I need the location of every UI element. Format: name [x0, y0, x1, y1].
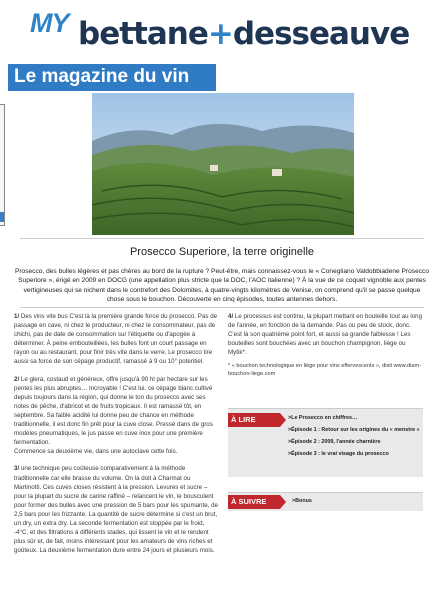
- logo-wordmark: [78, 16, 409, 52]
- a-lire-box: [228, 408, 423, 477]
- magazine-banner[interactable]: [8, 64, 216, 91]
- divider: [20, 307, 424, 308]
- a-suivre-label: À SUIVRE: [231, 497, 267, 506]
- arrow-right-icon: [280, 413, 286, 427]
- article-column-right: [228, 312, 423, 384]
- paragraph-text: Le processus est continu, la plupart mettant en bouteille tout au long de l'année, en fonction de la demande. Pas ou peu de stock, donc. C'est là son quatrième point fort, et aussi sa grande faiblesse ! Les bouteilles sont bouchées avec un bouchon champignon, liège ou Mytik*.: [228, 313, 423, 357]
- logo-my: MY: [30, 8, 69, 38]
- paragraph-2: [14, 375, 219, 457]
- paragraph-number: 1/: [14, 313, 20, 320]
- article-intro: Prosecco, des bulles légères et pas chères au bord de la rupture ? Peut-être, mais connaissez-vous le « Conegliano Valdobbiadene Prosecco Superiore », érigé en 2009 en DOCG (une appellation plus stricte que la DOC, l'AOC italienne) ? À la vue de ce coquet vignoble aux pentes vertigineuses qui se nichent dans le contrefort des Dolomites, à quatre-vingts kilomètres de Venise, on comprend qu'il se passe quelque chose sous le bouchon. Découverte en cinq épisodes, toutes antennes dehors.: [14, 268, 430, 304]
- logo-part2: desseauve: [232, 16, 410, 52]
- article-column-left: [14, 312, 219, 563]
- a-lire-link-3[interactable]: >Épisode 2 : 2009, l'année charnière: [288, 439, 381, 445]
- logo-part1: bettane: [78, 16, 208, 52]
- logo-plus: +: [207, 16, 233, 52]
- hero-image: [92, 93, 354, 235]
- paragraph-text: une technique peu coûteuse comparativement à la méthode traditionnelle car elle brasse du volume. On la doit à Charmat ou Martinotti. Ces cuves closes résistent à la pression. Levures et sucre – pour la plupart du sucre de canne raffiné – relancent le vin, le bousculent pour former des bulles avec une pression de 5 bars pour les spumante, de 2,5 bars pour les frizzante. La quantité de sucre détermine si c'est un brut, un dry, un extra dry. La seconde fermentation est stoppée par le froid, -4°C, et des filtrations à différents stades, qui lissent le vin et le rendent plus sûr et, de fait, moins intéressant pour les amateurs de vins riches et goûteux. La deuxième fermentation dure entre 24 jours et plusieurs mois.: [14, 465, 218, 555]
- a-lire-link-4[interactable]: >Épisode 3 : le vrai visage du prosecco: [288, 451, 389, 457]
- a-lire-tag: [228, 413, 280, 427]
- paragraph-3: [14, 464, 219, 555]
- paragraph-text: Le glera, costaud et généreux, offre jusqu'à 90 hl par hectare sur les pentes les plus abruptes… Incroyable ! C'est lui, ce cépage blanc cultivé depuis toujours dans la région, qui donne le ton du prosecco avec ses notes de pêche, d'abricot et de fruits tropicaux. Il est ramassé tôt, en septembre. Sa faible acidité lui donne peu de chance en méthode traditionnelle, il est donc fin prêt pour la cuve close. Pressé dans de gros modèles pneumatiques, le jus passe en cuve inox pour une première fermentation. Commence sa deuxième vie, dans une autoclave cette fois.: [14, 375, 213, 456]
- paragraph-number: 2/: [14, 375, 20, 383]
- paragraph-number: 3/: [14, 465, 20, 473]
- footnote: * « bouchon technologique en liège pour vins effervescents », dixit www.diam-bouchon-liege.com: [228, 363, 421, 377]
- magazine-label: Le magazine du vin: [14, 66, 190, 87]
- left-edge-panel: [0, 104, 5, 226]
- divider: [20, 238, 424, 239]
- paragraph-4: [228, 312, 423, 357]
- left-edge-accent: [0, 212, 4, 222]
- a-suivre-box: [228, 492, 423, 511]
- vineyard-photo: [92, 93, 354, 235]
- a-lire-link-2[interactable]: >Épisode 1 : Retour sur les origines du « menstre »: [288, 427, 420, 433]
- paragraph-1: [14, 312, 219, 367]
- a-lire-link-1[interactable]: >Le Prosecco en chiffres…: [288, 415, 358, 421]
- a-suivre-tag: [228, 495, 280, 509]
- a-suivre-link[interactable]: >Bonus: [292, 498, 312, 504]
- article-title: Prosecco Superiore, la terre originelle: [129, 246, 315, 258]
- site-logo[interactable]: [30, 6, 420, 62]
- arrow-right-icon: [280, 495, 286, 509]
- paragraph-number: 4/: [228, 313, 234, 320]
- paragraph-text: Des vins vite bus C'est là la première grande force du prosecco. Pas de passage en cave, ni chez le producteur, ni chez le consommateur, pas de chichi, pas de date de consommation sur l'étiquette ou d'apogée à déterminer. À peine embouteillées, les bulles font un court passage en rayon ou au restaurant, pour finir très vite dans le verre. Le prosecco tire aussi sa force de son cépage productif, ramassé à 9 ou 10° potentiel.: [14, 313, 218, 366]
- a-lire-label: À LIRE: [231, 415, 256, 424]
- a-lire-links: [288, 415, 420, 463]
